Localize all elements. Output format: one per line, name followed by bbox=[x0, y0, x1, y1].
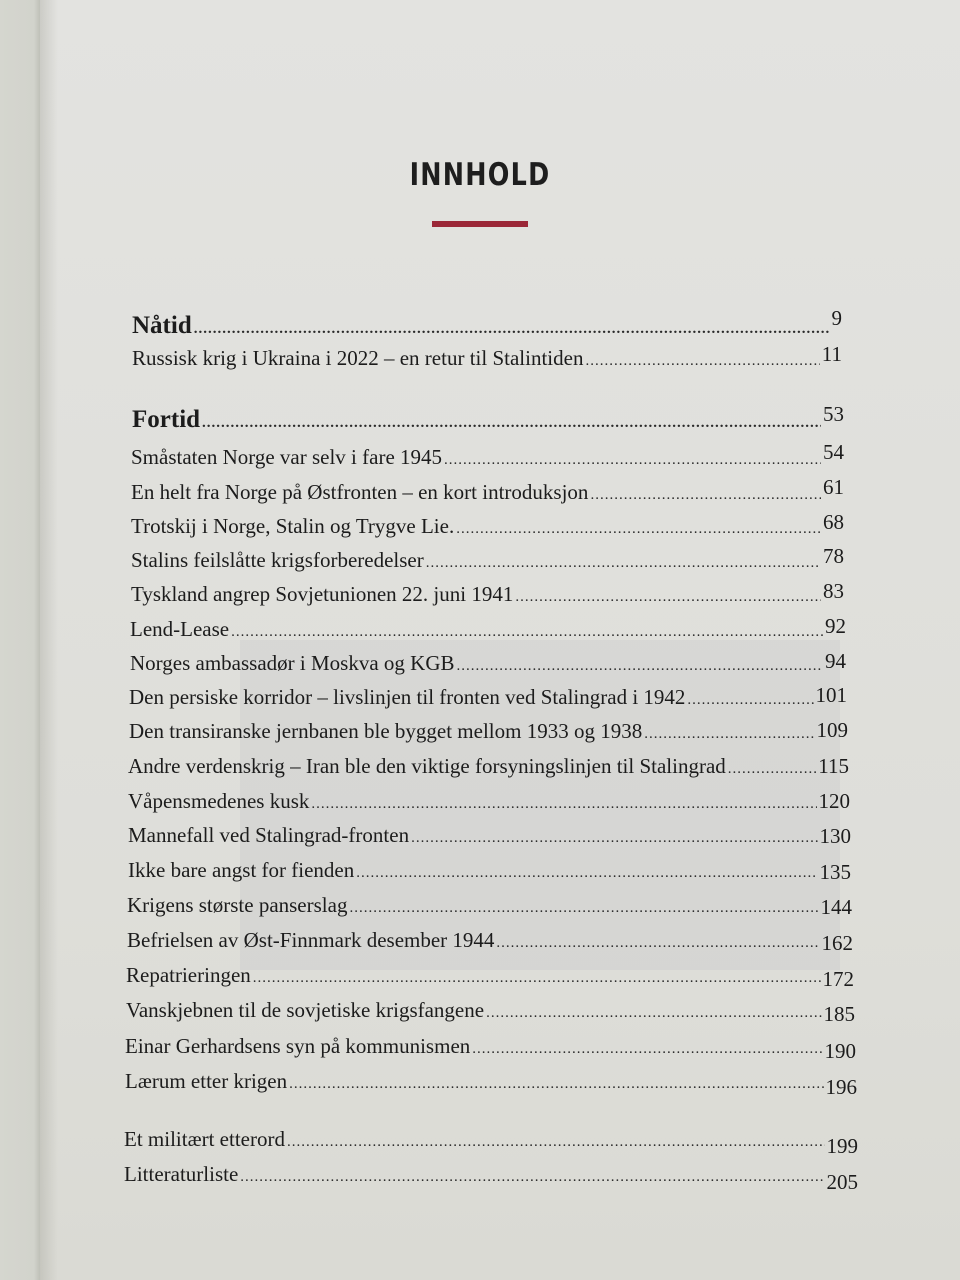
toc-page-number: 130 bbox=[819, 824, 851, 848]
toc-entry-label: Krigens største panserslag bbox=[127, 893, 348, 917]
toc-entry bbox=[128, 789, 850, 814]
toc-entry-label: Andre verdenskrig – Iran ble den viktige forsyningslinjen til Stalingrad bbox=[128, 754, 726, 778]
toc-page-number: 115 bbox=[818, 754, 849, 778]
toc-page-number: 53 bbox=[823, 402, 844, 426]
toc-entry-label: Stalins feilslåtte krigsforberedelser bbox=[131, 548, 424, 572]
toc-entry-label: Russisk krig i Ukraina i 2022 – en retur til Stalintiden bbox=[132, 346, 584, 370]
toc-entry-label: Vanskjebnen til de sovjetiske krigsfangene bbox=[126, 998, 485, 1022]
toc-page-number: 9 bbox=[831, 306, 842, 330]
toc-entry bbox=[130, 651, 846, 676]
toc-leader-dots bbox=[590, 487, 821, 504]
toc-entry-label: Norges ambassadør i Moskva og KGB bbox=[130, 651, 455, 675]
toc-entry-label: Trotskij i Norge, Stalin og Trygve Lie. bbox=[131, 514, 455, 538]
toc-entry-label: Småstaten Norge var selv i fare 1945 bbox=[131, 445, 443, 469]
toc-page-number: 78 bbox=[823, 544, 844, 568]
toc-leader-dots bbox=[496, 935, 819, 952]
toc-entry bbox=[132, 342, 842, 371]
toc-page-number: 68 bbox=[823, 510, 844, 534]
toc-page-number: 196 bbox=[825, 1075, 857, 1099]
toc-entry-label: Ikke bare angst for fienden bbox=[128, 858, 355, 882]
toc-leader-dots bbox=[411, 830, 817, 847]
toc-leader-dots bbox=[472, 1041, 822, 1058]
toc-entry-label: Mannefall ved Stalingrad-fronten bbox=[128, 823, 410, 847]
toc-page-number: 185 bbox=[823, 1002, 855, 1026]
toc-entry bbox=[128, 823, 851, 848]
toc-entry bbox=[126, 998, 855, 1026]
toc-page-number: 199 bbox=[826, 1134, 858, 1158]
toc-page-number: 190 bbox=[824, 1039, 856, 1063]
toc-leader-dots bbox=[515, 589, 821, 606]
toc-page-number: 144 bbox=[820, 895, 852, 919]
toc-leader-dots bbox=[311, 796, 816, 813]
toc-leader-dots bbox=[444, 452, 821, 469]
toc-leader-dots bbox=[253, 970, 821, 987]
toc-entry-label: Litteraturliste bbox=[124, 1162, 239, 1186]
toc-leader-dots bbox=[644, 726, 814, 743]
toc-entry-label: En helt fra Norge på Østfronten – en kort introduksjon bbox=[131, 480, 589, 504]
toc-entry bbox=[126, 963, 854, 991]
toc-leader-dots bbox=[728, 761, 816, 778]
toc-entry bbox=[130, 614, 846, 642]
toc-entry bbox=[128, 858, 851, 883]
toc-entry bbox=[127, 928, 853, 953]
toc-entry-label: Lærum etter krigen bbox=[125, 1069, 288, 1093]
toc-leader-dots bbox=[349, 900, 818, 917]
toc-leader-dots bbox=[585, 353, 819, 370]
toc-page-number: 83 bbox=[823, 579, 844, 603]
toc-entry bbox=[127, 893, 852, 918]
page-title: INNHOLD bbox=[409, 157, 551, 193]
toc-entry bbox=[131, 510, 844, 539]
toc-entry-label: Lend-Lease bbox=[130, 617, 230, 641]
toc-page-number: 109 bbox=[816, 718, 848, 742]
toc-entry-label: Den transiranske jernbanen ble bygget mellom 1933 og 1938 bbox=[129, 719, 643, 743]
toc-section-label: Nåtid bbox=[132, 312, 192, 339]
toc-page-number: 101 bbox=[815, 683, 847, 707]
toc-entry bbox=[129, 685, 847, 710]
toc-entry bbox=[131, 544, 844, 573]
toc-leader-dots bbox=[231, 624, 823, 641]
toc-page-number: 172 bbox=[822, 967, 854, 991]
toc-entry bbox=[125, 1034, 856, 1063]
toc-entry-label: Tyskland angrep Sovjetunionen 22. juni 1941 bbox=[131, 582, 514, 606]
toc-entry bbox=[131, 475, 844, 505]
toc-page-number: 92 bbox=[825, 614, 846, 638]
toc-entry bbox=[129, 719, 848, 744]
toc-leader-dots bbox=[486, 1005, 821, 1022]
toc-page-number: 61 bbox=[823, 475, 844, 499]
toc-entry-label: Våpensmedenes kusk bbox=[128, 789, 310, 813]
toc-leader-dots bbox=[426, 555, 821, 572]
toc-entry-label: Et militært etterord bbox=[124, 1127, 285, 1151]
toc-page-number: 120 bbox=[818, 789, 850, 813]
toc-entry bbox=[131, 579, 844, 607]
toc-entry-label: Einar Gerhardsens syn på kommunismen bbox=[125, 1034, 471, 1058]
toc-entry-label: Repatrieringen bbox=[126, 963, 251, 987]
toc-leader-dots bbox=[456, 521, 821, 538]
toc-leader-dots bbox=[240, 1169, 824, 1186]
toc-entry-back-matter bbox=[124, 1162, 858, 1194]
toc-leader-dots bbox=[194, 321, 830, 338]
toc-entry bbox=[125, 1069, 857, 1099]
toc-page-number: 162 bbox=[821, 931, 853, 955]
toc-page-number: 11 bbox=[821, 342, 842, 366]
toc-page-number: 135 bbox=[819, 860, 851, 884]
toc-leader-dots bbox=[687, 692, 813, 709]
toc-page-number: 54 bbox=[823, 440, 844, 464]
toc-entry bbox=[131, 440, 844, 470]
toc-leader-dots bbox=[202, 415, 821, 432]
toc-leader-dots bbox=[287, 1134, 825, 1151]
toc-section-natid bbox=[132, 306, 842, 340]
toc-leader-dots bbox=[289, 1076, 823, 1093]
toc-section-fortid bbox=[132, 402, 844, 434]
toc-entry bbox=[128, 754, 849, 779]
toc-leader-dots bbox=[457, 658, 824, 675]
toc-page-number: 94 bbox=[825, 649, 846, 673]
toc-section-label: Fortid bbox=[132, 406, 201, 433]
toc-leader-dots bbox=[356, 865, 817, 882]
toc-entry-label: Befrielsen av Øst-Finnmark desember 1944 bbox=[127, 928, 495, 952]
toc-page-number: 205 bbox=[826, 1170, 858, 1194]
toc-entry-back-matter bbox=[124, 1127, 858, 1158]
toc-entry-label: Den persiske korridor – livslinjen til fronten ved Stalingrad i 1942 bbox=[129, 685, 686, 709]
